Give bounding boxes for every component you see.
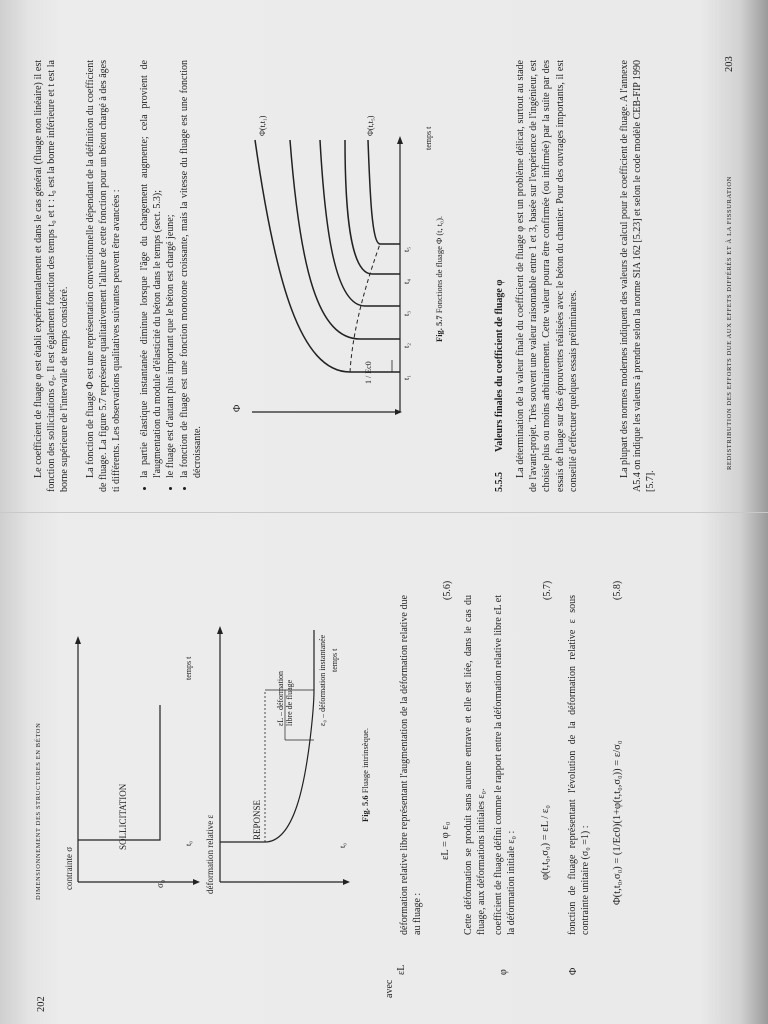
equation-5-8-number: (5.8) — [612, 580, 623, 600]
fig-5-6-text: Fluage intrinsèque. — [360, 728, 370, 794]
label-sollicitation: SOLLICITATION — [118, 783, 128, 850]
creep-curve-4 — [345, 140, 400, 274]
paragraph-4-text: La plupart des normes modernes indiquent des valeurs de calcul pour le coefficient de fluage. A l'annexe A5.4 on indique les valeurs à prendre selon la norme SIA 162 [5.23] et selon le code modèle CEB-FIP 1990 [5.7]. — [619, 60, 657, 492]
fig-5-6-number: Fig. 5.6 — [360, 795, 370, 822]
bullet-2: • le fluage est d'autant plus important que le béton est chargé jeune; — [164, 60, 177, 478]
label-temps-top: temps t — [184, 656, 193, 680]
creep-curve-1 — [255, 140, 400, 372]
label-phi-t-t1: Φ(t,t₁) — [258, 115, 267, 136]
equation-5-8: Φ(t,t₀,σ₀) = (1/Ec0)(1+φ(t,t₀,σ₀)) = ε/σ₀ — [612, 740, 623, 905]
page-number-right: 203 — [724, 56, 735, 72]
definition-epsilon-l-text: déformation relative libre représentant l'augmentation de la déformation relative due au fluage : — [399, 595, 424, 935]
definition-capital-phi-text: fonction de fluage représentant l'évolution de la déformation relative ε sous contrainte unitaire (σ₀ =1) : — [567, 595, 592, 935]
symbol-phi: φ — [498, 969, 509, 975]
fig-5-7-text: Fonctions de fluage Φ (t, t₀). — [434, 215, 444, 314]
section-number: 5.5.5 — [494, 472, 505, 492]
label-phi-axis: Φ — [232, 404, 243, 412]
label-t0-top: t₀ — [184, 840, 193, 846]
label-sigma0: σ₀ — [155, 880, 165, 888]
label-phi-t-t5: Φ(t,t₅) — [366, 115, 375, 136]
tick-t1: t₁ — [402, 374, 411, 380]
equation-5-7-number: (5.7) — [542, 580, 553, 600]
tick-t5: t₅ — [402, 246, 411, 252]
symbol-capital-phi: Φ — [568, 967, 579, 975]
label-reponse: REPONSE — [252, 799, 262, 840]
elastic-envelope — [350, 244, 380, 372]
label-one-over-ec0: 1 / Ec0 — [364, 361, 373, 384]
definition-phi-text: coefficient de fluage défini comme le rapport entre la déformation relative libre εL et la déformation initiale ε₀ : — [493, 595, 518, 935]
paragraph-2-text: La fonction de fluage Φ est une représentation conventionnelle dépendant de la définition du coefficient de fluage. La figure 5.7 représente qualitativement l'allure de cette fonction pour un béton chargé à des âges ti différents. Les observations qualitatives suivantes peuvent être avancées : — [85, 60, 123, 492]
section-title: Valeurs finales du coefficient de fluage φ — [494, 279, 505, 452]
creep-curve-3 — [320, 140, 400, 306]
paragraph-3 — [514, 60, 580, 492]
label-t0-bottom: t₀ — [338, 842, 347, 848]
fig-5-7-caption — [434, 216, 444, 342]
definition-epsilon-l-text2: Cette déformation se produit sans aucune entrave et elle est liée, dans le cas du fluage, aux déformations initiales ε₀. — [463, 595, 488, 935]
page-number-left: 202 — [36, 996, 47, 1012]
label-epsilon-l: εL – déformation libre de fluage — [276, 670, 294, 726]
running-header-right: REDISTRIBUTION DES EFFORTS DUE AUX EFFETS DIFFÉRÉS ET À LA FISSURATION — [726, 176, 733, 470]
avec-label: avec — [384, 979, 395, 998]
label-deformation: déformation relative ε — [205, 814, 215, 894]
equation-5-6: εL = φ ε₀ — [440, 821, 451, 860]
creep-curve-5 — [368, 140, 400, 244]
tick-t4: t₄ — [402, 278, 411, 284]
running-header-left: DIMENSIONNEMENT DES STRUCTURES EN BÉTON — [35, 722, 42, 900]
equation-5-7: φ(t,t₀,σ₀) = εL / ε₀ — [540, 805, 551, 880]
symbol-epsilon-l: εL — [396, 964, 407, 975]
paragraph-1-text: Le coefficient de fluage φ est établi expérimentalement et dans le cas général (fluage non linéaire) il est fonction des sollicitations σ₀. Il est également fonction des temps t₀ et t : t₀ est la borne inférieure et t est la borne supérieure de l'intervalle de temps considéré. — [33, 60, 71, 492]
label-epsilon-0: ε₀ – déformation instantanée — [318, 634, 327, 726]
fig-5-7-number: Fig. 5.7 — [434, 315, 444, 342]
label-contrainte: contrainte σ — [64, 846, 74, 890]
paragraph-4 — [618, 60, 658, 492]
tick-t2: t₂ — [402, 342, 411, 348]
label-temps: temps t — [424, 126, 433, 150]
paragraph-3-text: La détermination de la valeur finale du coefficient de fluage φ est un problème délicat, surtout au stade de l'avant-projet. Très souvent une valeur raisonnable entre 1 et 3, basée sur l'expérience de l'ingénieur, est choisie plus ou moins arbitrairement. Cette valeur pourra être confirmée (ou infirmée) par la suite par des essais de fluage sur des éprouvettes réalisées avec le béton du chantier. Pour des ouvrages importants, il est conseillé d'effectuer quelques essais préliminaires. — [515, 60, 579, 492]
bullet-3: • la fonction de fluage est une fonction monotone croissante, mais la vitesse du fluage est une fonction décroissante. — [178, 60, 204, 478]
equation-5-6-number: (5.6) — [442, 580, 453, 600]
label-temps-bottom: temps t — [330, 648, 339, 672]
tick-t3: t₃ — [402, 310, 411, 316]
bullet-1: • la partie élastique instantanée diminue lorsque l'âge du chargement augmente; cela provient de l'augmentation du module d'élasticité du béton dans le temps (sect. 5.3); — [138, 60, 164, 478]
